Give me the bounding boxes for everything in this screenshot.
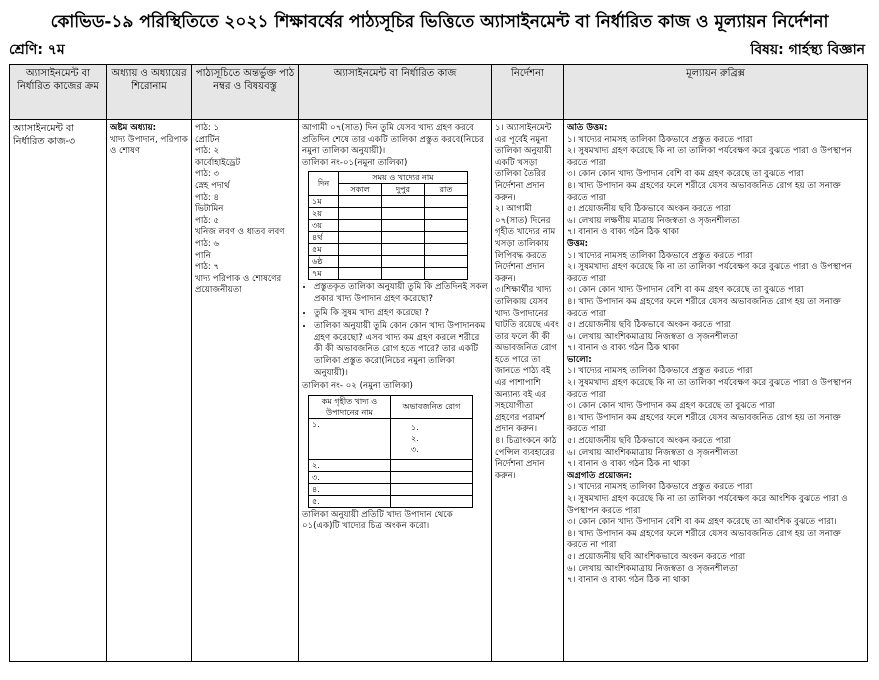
food-log-row [309, 220, 468, 232]
food-log-cell [425, 232, 468, 244]
rubric-item: ৩। কোন কোন খাদ্য উপাদান বেশি বা কম গ্রহণ করেছে তা বুঝতে পারা [567, 169, 804, 180]
deficiency-disease-cell [391, 495, 473, 507]
instruction-item: ৪। চিত্রাংকনে কাঠ পেন্সিল ব্যবহারের নির্দেশনা প্রদান করুন। [495, 436, 557, 481]
subject-label: বিষয়: গার্হস্থ্য বিজ্ঞান [750, 42, 865, 58]
rubric-item: ৫। প্রয়োজনীয় ছবি আংশিকভাবে অংকন করতে পারা [567, 551, 746, 562]
deficiency-table [308, 395, 473, 508]
rubric-item: ৩। কোন কোন খাদ্য উপাদান বেশি বা কম গ্রহণ করেছে তা বুঝতে পারা [567, 285, 804, 296]
deficiency-disease-cell [391, 471, 473, 483]
rubric-item: ৬। লেখায় আংশিকমাত্রায় নিজস্বতা ও সৃজনশীলতা [567, 447, 738, 458]
rubric-list [567, 123, 864, 587]
food-log-day: ৭ম [309, 268, 339, 280]
deficiency-disease-item: ১. [411, 423, 419, 433]
deficiency-food-cell: ৫. [309, 495, 391, 507]
rubric-item: ৪। খাদ্য উপাদান কম গ্রহণের ফলে শরীরে যেসব অভাবজনিত রোগ হয় তা সনাক্ত করতে পারা [567, 180, 841, 203]
assignment-table [9, 64, 868, 662]
rubric-item: ৬। লেখায় লক্ষণীয় মাত্রায় নিজস্বতা ও সৃজনশীলতা [567, 215, 740, 226]
food-log-day-header: দিন [309, 172, 339, 196]
instruction-item: ৩।শিক্ষার্থীর খাদ্য তালিকায় যেসব খাদ্য উপাদানের ঘাটতি রয়েছে এবং তার ফলে কী কী অভাবজনিত রোগ হতে পারে তা জানতে পাঠ্য বই এর পাশাপাশি অন্যান্য বই এর সহযোগীতা গ্রহণের পরামর্শ প্রদান করুন। [495, 285, 559, 435]
lesson-topic: খনিজ লবণ ও ধাতব লবণ [195, 227, 285, 238]
assignment-bullets [302, 282, 488, 379]
instruction-item: ১। অ্যাসাইনমেন্ট এর পূর্বেই নমুনা তালিকা অনুযায়ী একটি খসড়া তালিকা তৈরির নির্দেশনা প্রদান করুন। [495, 123, 552, 203]
food-log-cell [339, 244, 382, 256]
food-log-cell [382, 232, 425, 244]
deficiency-food-cell: ২. [309, 459, 391, 471]
lesson-number: পাঠ: ৬ [195, 238, 220, 249]
lesson-topic: কার্বোহাইড্রেট [195, 157, 241, 168]
food-log-cell [339, 196, 382, 208]
rubric-item: ২। সুষমখাদ্য গ্রহণ করেছে কি না তা তালিকা পর্যবেক্ষণ করে বুঝতে পারা ও উপস্থাপন করতে পারা [567, 146, 852, 168]
rubric-level-title: অতি উত্তম: [567, 123, 608, 133]
assignment-intro: আগামী ০৭(সাত) দিন তুমি যেসব খাদ্য গ্রহণ করবে প্রতিদিন শেষে তার একটি তালিকা প্রস্তুত করবে(নিচের নমুনা তালিকা অনুযায়ী)। [302, 123, 485, 157]
chapter-cell [107, 120, 192, 662]
rubric-level-title: ভালো: [567, 354, 592, 365]
food-log-cell [339, 220, 382, 232]
deficiency-row [309, 483, 473, 495]
food-log-cell [382, 220, 425, 232]
instructions-cell [492, 120, 564, 662]
food-log-cell [425, 268, 468, 280]
lesson-number: পাঠ: ৩ [195, 169, 220, 180]
assignment-bullet: • তালিকা অনুযায়ী তুমি কোন কোন খাদ্য উপাদানকম গ্রহণ করেছো? এসব খাদ্য কম গ্রহণ করলে শরীরে কী কী অভাবজনিত রোগ হতে পারে? তার একটি তালিকা প্রস্তুত করো(নিচের নমুনা তালিকা অনুযায়ী)। [314, 321, 488, 379]
food-log-night-header: রাত [425, 184, 468, 196]
deficiency-row [309, 471, 473, 483]
rubric-item: ১। খাদ্যের নামসহ তালিকা ঠিকভাবে প্রস্তুত করতে পারা [567, 134, 753, 145]
deficiency-disease-header: অভাবজনিত রোগ [391, 395, 473, 418]
deficiency-food-cell: ৩. [309, 471, 391, 483]
lesson-topic: ভিটামিন [195, 204, 224, 215]
deficiency-food-cell: ১. [309, 418, 391, 459]
rubric-cell [564, 120, 868, 662]
food-log-cell [425, 196, 468, 208]
rubric-level-title: উত্তম: [567, 238, 589, 249]
food-log-cell [382, 208, 425, 220]
food-log-row [309, 256, 468, 268]
rubric-item: ১। খাদ্যের নামসহ তালিকা ঠিকভাবে প্রস্তুত করতে পারা [567, 482, 753, 493]
table2-caption: তালিকা নং- ০২ (নমুনা তালিকা) [302, 381, 413, 392]
deficiency-disease-cell [391, 459, 473, 471]
lesson-topic: প্রোটিন [195, 134, 220, 145]
food-log-day: ৪র্থ [309, 232, 339, 244]
table1-caption: তালিকা নং-০১(নমুনা তালিকা) [302, 157, 408, 168]
food-log-cell [382, 244, 425, 256]
lesson-number: পাঠ: ১ [195, 123, 220, 133]
col-header-instructions: নির্দেশনা [492, 65, 564, 120]
food-log-cell [425, 220, 468, 232]
assignment-no: অ্যাসাইনমেন্ট বা নির্ধারিত কাজ-৩ [13, 123, 76, 147]
deficiency-row [309, 418, 473, 459]
col-header-lessons: পাঠ্যসূচিতে অন্তর্ভুক্ত পাঠ নম্বর ও বিষয়বস্তু [192, 65, 299, 120]
rubric-item: ৪। খাদ্য উপাদান কম গ্রহণের ফলে শরীরে যেসব অভাবজনিত রোগ হয় তা সনাক্ত করতে না পারা [567, 528, 841, 551]
deficiency-food-header: কম গৃহীত খাদ্য ও উপাদানের নাম [309, 395, 391, 418]
food-log-cell [339, 268, 382, 280]
food-log-day: ৩য় [309, 220, 339, 232]
deficiency-disease-item: ২. [411, 434, 419, 444]
chapter-title: অষ্টম অধ্যায়: [110, 123, 157, 133]
col-header-rubric: মূল্যায়ন রুব্রিক্স [564, 65, 868, 120]
food-log-day: ৬ষ্ঠ [309, 256, 339, 268]
food-log-cell [382, 196, 425, 208]
food-log-cell [339, 232, 382, 244]
rubric-item: ৩। কোন কোন খাদ্য উপাদান কম গ্রহণ করেছে তা বুঝতে পারা [567, 401, 775, 412]
assignment-no-cell [10, 120, 107, 662]
food-log-table [308, 171, 468, 280]
instructions-list [495, 123, 560, 482]
rubric-item: ২। সুষমখাদ্য গ্রহণ করেছে কি না তা তালিকা পর্যবেক্ষণ করে বুঝতে পারা ও উপস্থাপন করতে পারা [567, 262, 852, 284]
rubric-item: ৪। খাদ্য উপাদান কম গ্রহণের ফলে শরীরে যেসব অভাবজনিত রোগ হয় তা সনাক্ত করতে পারা [567, 412, 841, 435]
rubric-item: ৫। প্রয়োজনীয় ছবি ঠিকভাবে অংকন করতে পারা [567, 436, 731, 447]
col-header-chapter: অধ্যায় ও অধ্যায়ের শিরোনাম [107, 65, 192, 120]
rubric-item: ২। সুষমখাদ্য গ্রহণ করেছে কি না তা তালিকা পর্যবেক্ষণ করে আংশিক বুঝতে পারা ও উপস্থাপন করতে পারা [567, 494, 848, 516]
food-log-cell [425, 208, 468, 220]
food-log-row [309, 232, 468, 244]
table-row [10, 120, 868, 662]
table-header-row [10, 65, 868, 120]
lesson-number: পাঠ: ৭ [195, 262, 220, 273]
rubric-item: ৫। প্রয়োজনীয় ছবি ঠিকভাবে অংকন করতে পারা [567, 204, 731, 215]
rubric-item: ৭। বানান ও বাক্য গঠন ঠিক থাকা [567, 343, 680, 354]
rubric-item: ১। খাদ্যের নামসহ তালিকা ঠিকভাবে প্রস্তুত করতে পারা [567, 366, 753, 377]
rubric-item: ৭। বানান ও বাক্য গঠন ঠিক না থাকা [567, 575, 690, 586]
assignment-bullet: • প্রস্তুতকৃত তালিকা অনুযায়ী তুমি কি প্রতিদিনই সকল প্রকার খাদ্য উপাদান গ্রহণ করেছো? [314, 282, 488, 305]
lesson-number: পাঠ: ৫ [195, 215, 220, 226]
deficiency-disease-cell [391, 418, 473, 459]
food-log-cell [382, 256, 425, 268]
rubric-item: ৭। বানান ও বাক্য গঠন ঠিক থাকা [567, 227, 680, 238]
rubric-level-title: অগ্রগতি প্রয়োজন: [567, 470, 633, 481]
instruction-item: ২। আগামী ০৭(সাত) দিনের গৃহীত খাদ্যের নাম খসড়া তালিকায় লিপিবদ্ধ করতে নির্দেশনা প্রদান করুন। [495, 204, 556, 284]
deficiency-disease-cell [391, 483, 473, 495]
food-log-row [309, 196, 468, 208]
rubric-item: ৩। কোন কোন খাদ্য উপাদান বেশি বা কম গ্রহণ করেছে তা আংশিক বুঝতে পারা। [567, 517, 837, 528]
page-title: কোভিড-১৯ পরিস্থিতিতে ২০২১ শিক্ষাবর্ষের পাঠ্যসূচির ভিত্তিতে অ্যাসাইনমেন্ট বা নির্ধারিত কাজ ও মূল্যায়ন নির্দেশনা [50, 12, 829, 32]
deficiency-row [309, 459, 473, 471]
food-log-day: ২য় [309, 208, 339, 220]
lesson-topic: পানি [195, 250, 211, 261]
chapter-body: খাদ্য উপাদান, পরিপাক ও শোষণ [110, 134, 188, 157]
food-log-cell [382, 268, 425, 280]
lesson-number: পাঠ: ২ [195, 146, 220, 157]
food-log-cell [425, 244, 468, 256]
food-log-row [309, 208, 468, 220]
class-label: শ্রেণি: ৭ম [9, 42, 65, 58]
rubric-item: ৭। বানান ও বাক্য গঠন ঠিক না থাকা [567, 459, 690, 470]
food-log-row [309, 268, 468, 280]
food-log-day: ১ম [309, 196, 339, 208]
lessons-cell [192, 120, 299, 662]
food-log-cell [425, 256, 468, 268]
food-log-day: ৫ম [309, 244, 339, 256]
food-log-row [309, 244, 468, 256]
assignment-closing: তালিকা অনুযায়ী প্রতিটি খাদ্য উপাদান থেকে ০১(এক)টি খাদ্যের চিত্র অংকন করো। [302, 509, 453, 532]
col-header-assignment: অ্যাসাইনমেন্ট বা নির্ধারিত কাজ [299, 65, 492, 120]
rubric-item: ২। সুষমখাদ্য গ্রহণ করেছে কি না তা তালিকা পর্যবেক্ষণ করে বুঝতে পারা ও উপস্থাপন করতে পারা [567, 378, 852, 400]
rubric-item: ৬। লেখায় আংশিকমাত্রায় নিজস্বতা ও সৃজনশীলতা [567, 331, 738, 342]
col-header-assignment-no: অ্যাসাইনমেন্ট বা নির্ধারিত কাজের ক্রম [10, 65, 107, 120]
food-log-morning-header: সকাল [339, 184, 382, 196]
food-log-cell [339, 256, 382, 268]
assignment-cell [299, 120, 492, 662]
lessons-list [195, 123, 295, 297]
rubric-item: ৫। প্রয়োজনীয় ছবি ঠিকভাবে অংকন করতে পারা [567, 320, 731, 331]
food-log-group-header: সময় ও খাদ্যের নাম [339, 172, 468, 184]
lesson-number: পাঠ: ৪ [195, 192, 220, 203]
rubric-item: ১। খাদ্যের নামসহ তালিকা ঠিকভাবে প্রস্তুত করতে পারা [567, 250, 753, 261]
rubric-item: ৬। লেখায় আংশিকমাত্রায় নিজস্বতা ও সৃজনশীলতা [567, 563, 738, 574]
food-log-noon-header: দুপুর [382, 184, 425, 196]
deficiency-row [309, 495, 473, 507]
food-log-cell [339, 208, 382, 220]
lesson-topic: স্নেহ পদার্থ [195, 180, 230, 191]
deficiency-disease-item: ৩. [411, 445, 419, 455]
lesson-topic: খাদ্য পরিপাক ও শোষণের প্রয়োজনীয়তা [195, 273, 282, 296]
deficiency-food-cell: ৪. [309, 483, 391, 495]
rubric-item: ৪। খাদ্য উপাদান কম গ্রহণের ফলে শরীরে যেসব অভাবজনিত রোগ হয় তা সনাক্ত করতে পারা [567, 296, 841, 319]
assignment-bullet: • তুমি কি সুষম খাদ্য গ্রহণ করেছো ? [314, 308, 488, 320]
